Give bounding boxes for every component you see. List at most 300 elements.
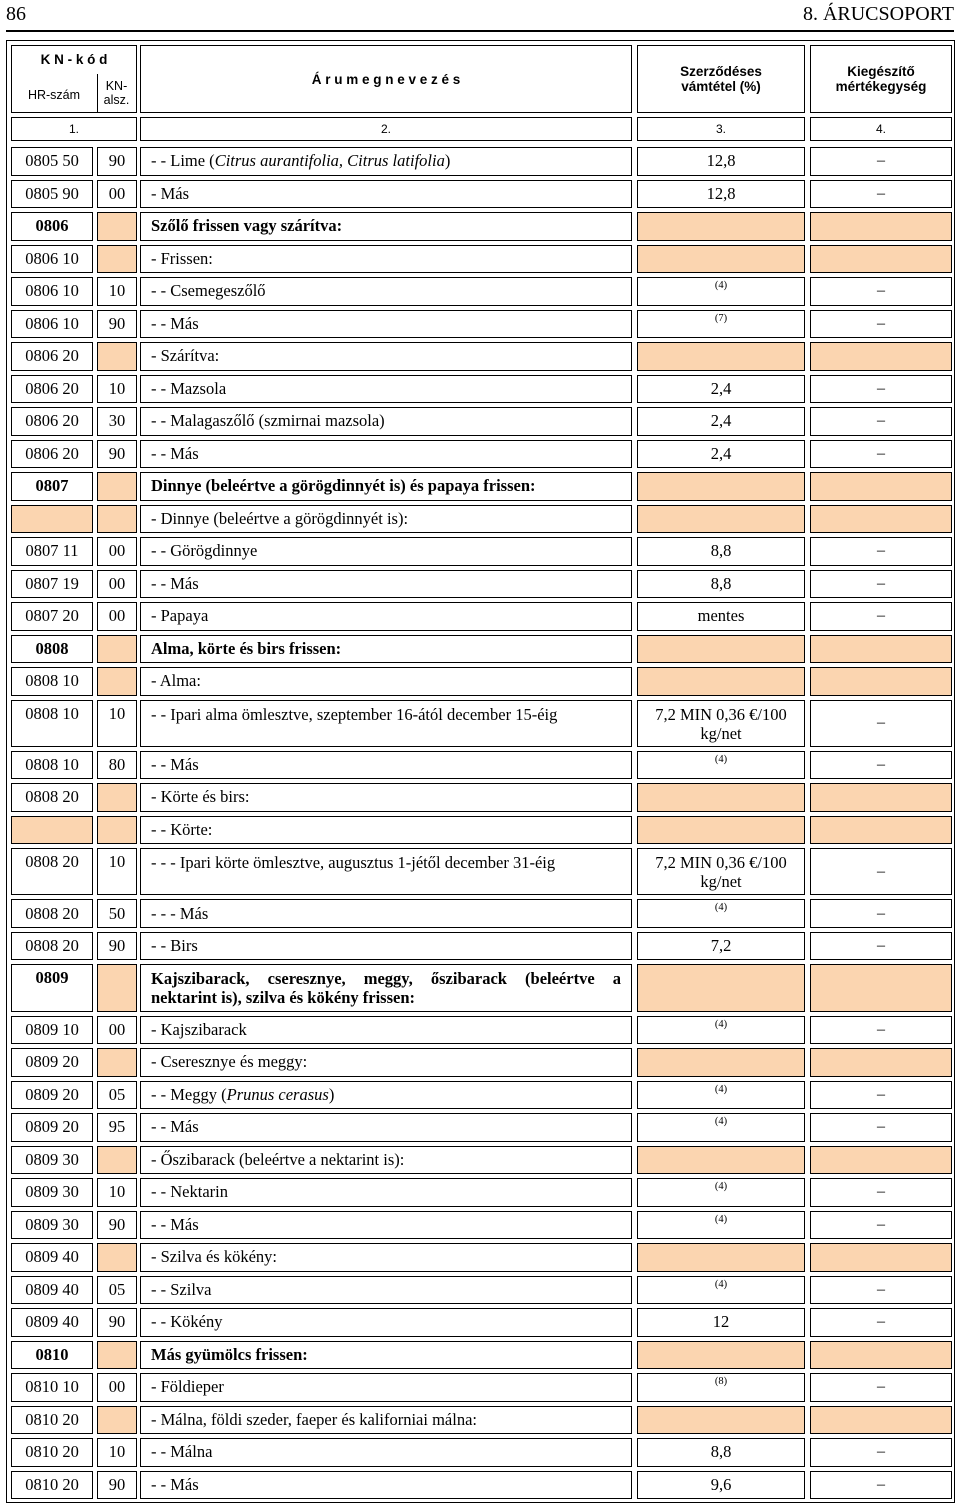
hr-code-cell: 0806 20 [11,375,93,404]
description-cell [140,1243,632,1272]
duty-cell [637,602,805,631]
unit-cell [810,751,952,780]
unit-value: – [877,1118,885,1136]
kn-subcode-cell: 90 [97,440,137,469]
duty-value: 8,8 [710,1442,732,1462]
duty-cell [637,310,805,339]
kn-subcode-cell: 10 [97,1178,137,1207]
duty-cell [637,1406,805,1435]
duty-value: 12,8 [706,183,736,203]
duty-cell [637,440,805,469]
description-cell [140,700,632,747]
description-cell [140,932,632,961]
hr-code-cell: 0806 20 [11,440,93,469]
unit-cell [810,180,952,209]
kn-subcode-cell [97,472,137,501]
description-cell [140,1438,632,1467]
duty-cell [637,245,805,274]
duty-cell [637,816,805,845]
unit-cell [810,505,952,534]
unit-cell [810,472,952,501]
kn-subcode-cell: 95 [97,1113,137,1142]
kn-subcode-cell: 10 [97,277,137,306]
chapter-title: 8. ÁRUCSOPORT [802,3,954,25]
hr-code-cell: 0809 40 [11,1276,93,1305]
kn-subcode-cell [97,1341,137,1370]
unit-cell [810,1341,952,1370]
footnote-ref: (4) [714,753,728,765]
unit-cell [810,212,952,241]
duty-cell [637,570,805,599]
description-cell [140,1471,632,1500]
kn-alsz-header: KN- alsz. [97,74,135,112]
kn-subcode-cell: 90 [97,1308,137,1337]
duty-cell [637,848,805,895]
unit-value: – [877,1475,885,1493]
kn-subcode-cell: 10 [97,1438,137,1467]
unit-value: – [877,444,885,462]
description-cell [140,783,632,812]
col-2-label: 2. [140,117,632,141]
description-cell [140,667,632,696]
description-cell [140,1048,632,1077]
unit-cell [810,245,952,274]
unit-value: – [877,1280,885,1298]
unit-value: – [877,714,885,732]
hr-code-cell: 0806 20 [11,342,93,371]
unit-value: – [877,1378,885,1396]
description-cell [140,407,632,436]
description-cell [140,277,632,306]
footnote-ref: (4) [714,1278,728,1290]
kn-subcode-cell [97,667,137,696]
unit-value: – [877,1443,885,1461]
kn-subcode-cell: 00 [97,570,137,599]
description-text: - - Kökény [151,1312,223,1332]
description-text: - - Ipari alma ömlesztve, szeptember 16-ától december 15-éig [151,704,558,724]
footnote-ref: (4) [714,1213,728,1225]
description-text: - Papaya [151,606,209,626]
kn-subcode-cell: 00 [97,1016,137,1045]
unit-cell [810,1146,952,1175]
duty-value: 2,4 [710,411,732,431]
description-text: - Szilva és kökény: [151,1247,278,1267]
kn-subcode-cell: 90 [97,147,137,176]
description-text: Alma, körte és birs frissen: [151,638,342,658]
description-text: - Cseresznye és meggy: [151,1052,308,1072]
unit-cell [810,899,952,928]
kn-subcode-cell: 10 [97,375,137,404]
description-text: - - Körte: [151,819,213,839]
duty-cell [637,1113,805,1142]
hr-code-cell: 0808 10 [11,700,93,747]
footnote-ref: (4) [714,1083,728,1095]
hr-code-cell: 0810 20 [11,1438,93,1467]
duty-cell [637,1308,805,1337]
latin-name: Citrus aurantifolia, Citrus latifolia [214,151,445,171]
unit-cell [810,1438,952,1467]
description-text: Szőlő frissen vagy szárítva: [151,216,343,236]
description-cell [140,440,632,469]
kn-subcode-cell [97,783,137,812]
unit-value: – [877,542,885,560]
duty-cell [637,1471,805,1500]
hr-code-cell [11,505,93,534]
hr-code-cell: 0809 20 [11,1048,93,1077]
unit-cell [810,1308,952,1337]
description-text: - - Málna [151,1442,213,1462]
duty-value: 8,8 [710,573,732,593]
hr-szam-header: HR-szám [27,88,81,102]
duty-cell [637,472,805,501]
footnote-ref: (4) [714,280,728,291]
page-header [0,0,960,30]
description-text: - - Más [151,573,199,593]
description-cell [140,1178,632,1207]
footnote-ref: (8) [714,1376,728,1388]
description-cell [140,212,632,241]
kn-subcode-cell [97,1406,137,1435]
kn-subcode-cell [97,1146,137,1175]
hr-code-cell: 0806 20 [11,407,93,436]
unit-cell [810,147,952,176]
duty-cell [637,1373,805,1402]
unit-value: – [877,755,885,773]
duty-header: Szerződéses vámtétel (%) [637,45,805,113]
duty-value: 2,4 [710,443,732,463]
hr-code-cell: 0809 20 [11,1113,93,1142]
description-text: - - Malagaszőlő (szmirnai mazsola) [151,411,385,431]
hr-code-cell [11,816,93,845]
unit-value: – [877,412,885,430]
hr-code-cell: 0810 20 [11,1406,93,1435]
duty-value: 8,8 [710,541,732,561]
hr-code-cell: 0808 10 [11,751,93,780]
footnote-ref: (4) [714,902,728,914]
description-text: - - Nektarin [151,1182,228,1202]
col-1-label: 1. [11,117,137,141]
description-text: - - Más [151,1117,199,1137]
duty-cell [637,147,805,176]
duty-value: 12,8 [706,151,736,171]
description-cell [140,1341,632,1370]
kn-subcode-cell [97,816,137,845]
duty-cell [637,407,805,436]
description-text: Dinnye (beleértve a görögdinnyét is) és papaya frissen: [151,476,536,496]
hr-code-cell: 0808 20 [11,899,93,928]
duty-cell [637,1178,805,1207]
unit-cell [810,848,952,895]
unit-cell [810,375,952,404]
hr-code-cell: 0809 30 [11,1146,93,1175]
unit-cell [810,1406,952,1435]
description-text: - - Birs [151,936,198,956]
description-text: - - Más [151,754,199,774]
kn-code-label: K N - k ó d [40,52,108,67]
unit-value: – [877,1020,885,1038]
duty-cell [637,1146,805,1175]
unit-cell [810,1016,952,1045]
duty-cell [637,700,805,747]
description-cell [140,1146,632,1175]
hr-code-cell: 0805 50 [11,147,93,176]
kn-subcode-cell [97,1048,137,1077]
description-cell [140,602,632,631]
col-4-label: 4. [810,117,952,141]
unit-cell [810,700,952,747]
description-text: Más gyümölcs frissen: [151,1344,308,1364]
unit-cell [810,1081,952,1110]
duty-cell [637,1276,805,1305]
description-text: - Őszibarack (beleértve a nektarint is): [151,1149,405,1169]
description-cell [140,570,632,599]
description-cell [140,245,632,274]
kn-subcode-cell: 10 [97,700,137,747]
kn-subcode-cell: 90 [97,932,137,961]
description-text: - Szárítva: [151,346,220,366]
unit-value: – [877,937,885,955]
unit-cell [810,1276,952,1305]
unit-value: – [877,1085,885,1103]
unit-cell [810,440,952,469]
hr-code-cell: 0808 10 [11,667,93,696]
duty-cell [637,635,805,664]
hr-code-cell: 0806 10 [11,245,93,274]
hr-code-cell: 0809 40 [11,1243,93,1272]
duty-cell [637,277,805,306]
description-cell [140,1308,632,1337]
description-text: - - Más [151,1474,199,1494]
unit-cell [810,932,952,961]
unit-value: – [877,314,885,332]
duty-cell [637,964,805,1011]
col-3-label: 3. [637,117,805,141]
description-cell [140,537,632,566]
kn-subcode-cell: 00 [97,1373,137,1402]
duty-value: 7,2 [710,936,732,956]
unit-cell [810,783,952,812]
footnote-ref: (4) [714,1181,728,1193]
description-cell [140,1211,632,1240]
duty-value: 7,2 MIN 0,36 €/100 kg/net [655,704,787,743]
hr-code-cell: 0810 [11,1341,93,1370]
unit-cell [810,342,952,371]
kn-subcode-cell [97,212,137,241]
description-cell [140,848,632,895]
duty-cell [637,932,805,961]
unit-value: – [877,574,885,592]
duty-cell [637,899,805,928]
description-text: - Dinnye (beleértve a görögdinnyét is): [151,508,409,528]
duty-cell [637,1211,805,1240]
kn-subcode-cell [97,1243,137,1272]
unit-value: – [877,1215,885,1233]
duty-cell [637,751,805,780]
unit-value: – [877,184,885,202]
duty-cell [637,783,805,812]
description-cell [140,1016,632,1045]
hr-code-cell: 0805 90 [11,180,93,209]
description-text: ) [444,151,451,171]
kn-subcode-cell: 00 [97,602,137,631]
unit-cell [810,1373,952,1402]
header-rule [6,30,954,32]
unit-value: – [877,904,885,922]
duty-value: 12 [712,1312,730,1332]
duty-cell [637,1081,805,1110]
kn-subcode-cell: 00 [97,180,137,209]
unit-cell [810,1243,952,1272]
unit-cell [810,1211,952,1240]
kn-subcode-cell: 50 [97,899,137,928]
duty-cell [637,1438,805,1467]
description-cell [140,342,632,371]
duty-cell [637,180,805,209]
duty-cell [637,375,805,404]
unit-cell [810,816,952,845]
kn-subcode-cell: 05 [97,1081,137,1110]
unit-value: – [877,862,885,880]
hr-code-cell: 0809 30 [11,1178,93,1207]
unit-value: – [877,607,885,625]
duty-value: 7,2 MIN 0,36 €/100 kg/net [655,853,787,892]
hr-code-cell: 0809 10 [11,1016,93,1045]
description-cell [140,635,632,664]
description-cell [140,147,632,176]
unit-cell [810,635,952,664]
unit-cell [810,1113,952,1142]
footnote-ref: (7) [714,312,728,324]
description-cell [140,1276,632,1305]
duty-cell [637,537,805,566]
duty-cell [637,505,805,534]
hr-code-cell: 0807 20 [11,602,93,631]
description-text: - - Meggy ( [151,1084,227,1104]
kn-subcode-cell: 05 [97,1276,137,1305]
kn-subcode-cell [97,342,137,371]
unit-cell [810,277,952,306]
unit-cell [810,667,952,696]
description-text: - - Mazsola [151,378,227,398]
hr-code-cell: 0807 11 [11,537,93,566]
page-number: 86 [6,3,26,25]
description-text: - - Más [151,313,199,333]
latin-name: Prunus cerasus [226,1084,329,1104]
description-cell [140,751,632,780]
hr-code-cell: 0808 20 [11,932,93,961]
description-text: - - Szilva [151,1279,212,1299]
description-text: - Kajszibarack [151,1019,247,1039]
description-header: Á r u m e g n e v e z é s [140,45,632,113]
hr-code-cell: 0809 40 [11,1308,93,1337]
hr-code-cell: 0810 10 [11,1373,93,1402]
unit-value: – [877,282,885,300]
description-cell [140,375,632,404]
description-text: - - Lime ( [151,151,215,171]
duty-value: mentes [697,606,745,626]
description-cell [140,310,632,339]
duty-cell [637,667,805,696]
unit-cell [810,570,952,599]
description-text: - Körte és birs: [151,787,250,807]
unit-cell [810,310,952,339]
hr-code-cell: 0809 20 [11,1081,93,1110]
description-text: - - - Ipari körte ömlesztve, augusztus 1-jétől december 31-éig [151,853,556,873]
hr-code-cell: 0809 30 [11,1211,93,1240]
unit-cell [810,537,952,566]
description-cell [140,1373,632,1402]
hr-code-cell: 0809 [11,964,93,1011]
description-text: - Frissen: [151,248,213,268]
hr-code-cell: 0807 [11,472,93,501]
unit-cell [810,964,952,1011]
description-text: - - Más [151,1214,199,1234]
description-text: - - - Más [151,903,209,923]
unit-cell [810,1471,952,1500]
duty-cell [637,1048,805,1077]
unit-header: Kiegészítő mértékegység [810,45,952,113]
footnote-ref: (4) [714,1116,728,1128]
duty-cell [637,342,805,371]
unit-cell [810,407,952,436]
kn-subcode-cell [97,635,137,664]
description-cell [140,505,632,534]
kn-subcode-cell: 80 [97,751,137,780]
description-text: - - Csemegeszőlő [151,281,266,301]
hr-code-cell: 0807 19 [11,570,93,599]
duty-value: 2,4 [710,378,732,398]
description-text: Kajszibarack, cseresznye, meggy, őszibarack (beleértve a nektarint is), szilva és kökény frissen: [151,969,621,1008]
duty-cell [637,1016,805,1045]
hr-code-cell: 0806 10 [11,310,93,339]
description-cell [140,180,632,209]
description-text: - Más [151,183,190,203]
kn-subcode-cell: 10 [97,848,137,895]
description-text: - Alma: [151,671,201,691]
kn-subcode-cell: 00 [97,537,137,566]
description-text: - Málna, földi szeder, faeper és kaliforniai málna: [151,1409,477,1429]
duty-cell [637,1243,805,1272]
hr-code-cell: 0810 20 [11,1471,93,1500]
unit-value: – [877,379,885,397]
unit-value: – [877,152,885,170]
description-cell [140,472,632,501]
duty-cell [637,1341,805,1370]
description-text: - - Görögdinnye [151,541,258,561]
duty-value: 9,6 [710,1474,732,1494]
hr-code-cell: 0808 [11,635,93,664]
hr-code-cell: 0808 20 [11,848,93,895]
description-text: - Földieper [151,1377,224,1397]
kn-subcode-cell: 30 [97,407,137,436]
kn-subcode-cell: 90 [97,310,137,339]
description-text: - - Más [151,443,199,463]
description-cell [140,1113,632,1142]
unit-value: – [877,1183,885,1201]
kn-subcode-cell [97,505,137,534]
unit-cell [810,602,952,631]
kn-subcode-cell: 90 [97,1211,137,1240]
footnote-ref: (4) [714,1018,728,1030]
description-cell [140,816,632,845]
hr-code-cell: 0808 20 [11,783,93,812]
description-text: ) [328,1084,335,1104]
description-cell [140,899,632,928]
description-cell [140,1081,632,1110]
description-cell [140,1406,632,1435]
duty-cell [637,212,805,241]
kn-subcode-cell [97,964,137,1011]
